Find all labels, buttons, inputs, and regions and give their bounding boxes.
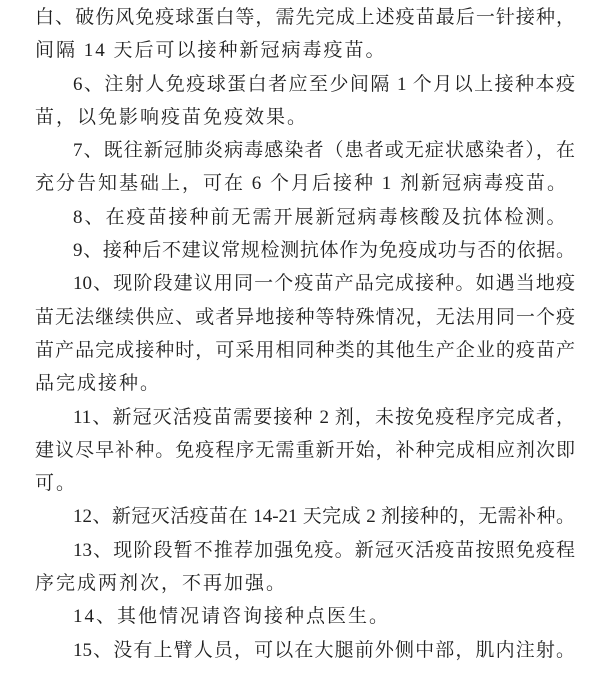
text-line: 9、接种后不建议常规检测抗体作为免疫成功与否的依据。 xyxy=(73,240,575,262)
text-line: 14、其他情况请咨询接种点医生。 xyxy=(73,606,391,628)
text-line: 15、没有上臂人员，可以在大腿前外侧中部，肌内注射。 xyxy=(73,639,575,661)
text-line: 10、现阶段建议用同一个疫苗产品完成接种。如遇当地疫 xyxy=(73,273,575,295)
text-line: 可。 xyxy=(35,473,78,495)
text-line: 建议尽早补种。免疫程序无需重新开始，补种完成相应剂次即 xyxy=(35,439,575,461)
text-line: 间隔 14 天后可以接种新冠病毒疫苗。 xyxy=(35,40,387,62)
text-line: 苗，以免影响疫苗免疫效果。 xyxy=(35,106,309,128)
text-line: 苗产品完成接种时，可采用相同种类的其他生产企业的疫苗产 xyxy=(35,339,575,361)
text-line: 6、注射人免疫球蛋白者应至少间隔 1 个月以上接种本疫 xyxy=(73,73,575,95)
text-line: 苗无法继续供应、或者异地接种等特殊情况，无法用同一个疫 xyxy=(35,306,575,328)
document-text-block xyxy=(35,1,575,667)
text-line: 白、破伤风免疫球蛋白等，需先完成上述疫苗最后一针接种， xyxy=(35,7,575,28)
text-line: 品完成接种。 xyxy=(35,373,162,395)
text-line: 12、新冠灭活疫苗在 14-21 天完成 2 剂接种的，无需补种。 xyxy=(73,506,575,528)
text-line: 13、现阶段暂不推荐加强免疫。新冠灭活疫苗按照免疫程 xyxy=(73,539,575,561)
text-line: 序完成两剂次，不再加强。 xyxy=(35,573,288,595)
text-line: 7、既往新冠肺炎病毒感染者（患者或无症状感染者），在 xyxy=(73,140,575,162)
text-line: 11、新冠灭活疫苗需要接种 2 剂，未按免疫程序完成者， xyxy=(73,406,575,428)
text-line: 8、在疫苗接种前无需开展新冠病毒核酸及抗体检测。 xyxy=(73,206,568,228)
text-line: 充分告知基础上，可在 6 个月后接种 1 剂新冠病毒疫苗。 xyxy=(35,173,569,195)
